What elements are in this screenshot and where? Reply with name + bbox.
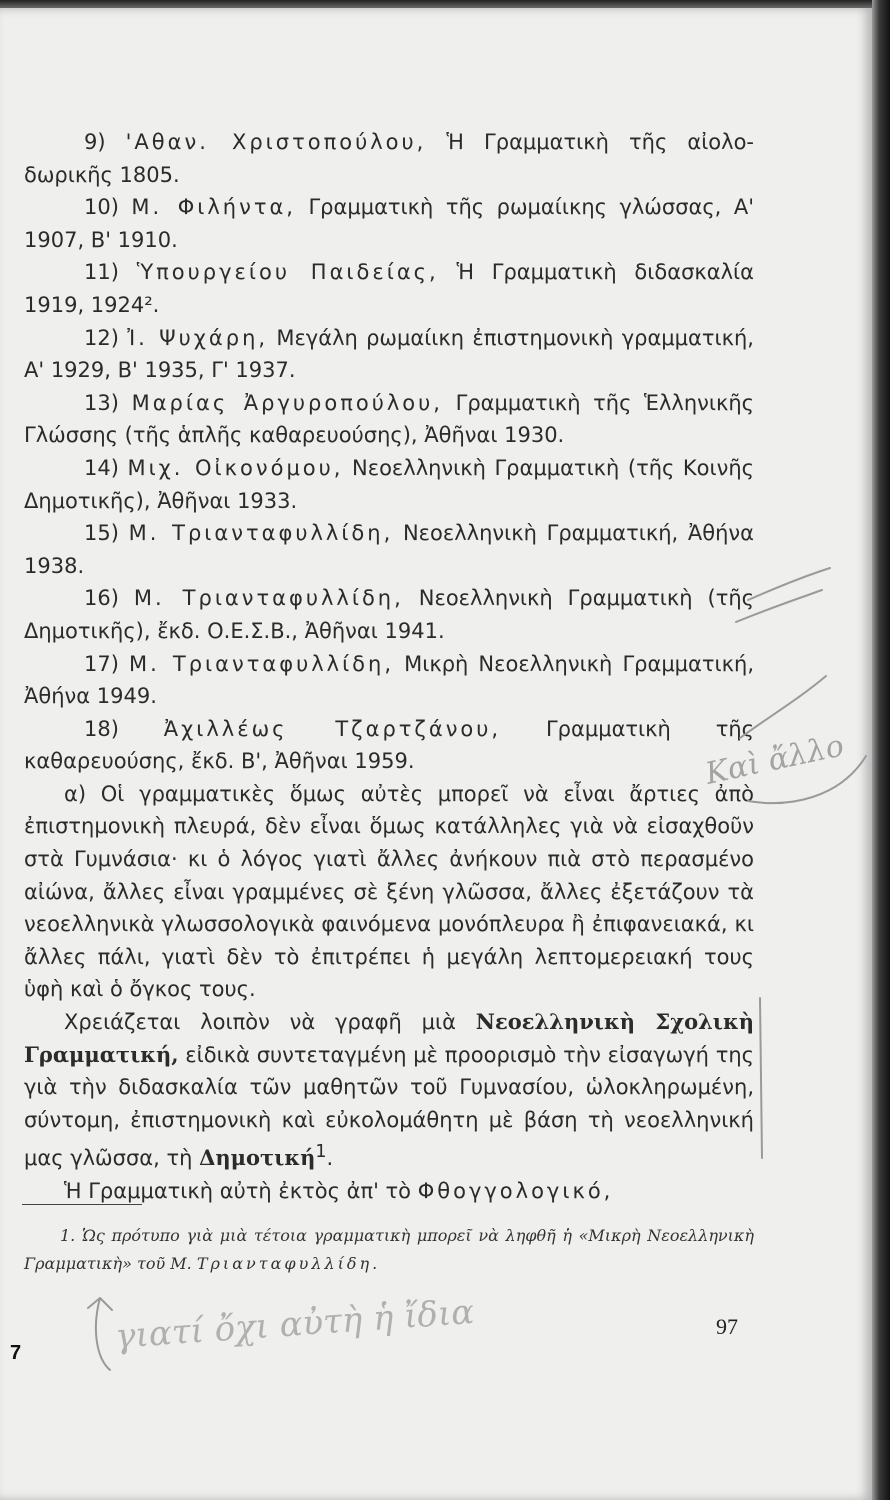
bibliography-entry: [24, 582, 754, 647]
entry-number: 16): [84, 586, 119, 611]
entry-author: Ὑπουργείου Παιδείας,: [136, 260, 439, 285]
entry-author: Μ. Τριανταφυλλίδη,: [129, 651, 395, 676]
entry-number: 15): [84, 521, 119, 546]
paragraph-b-start: Χρειάζεται λοιπὸν νὰ γραφῆ μιὰ: [64, 1010, 476, 1035]
entry-number: 10): [84, 195, 119, 220]
entry-author: 'Αθαν. Χριστοπούλου,: [125, 130, 427, 154]
bottom-handwriting: γιατί ὄχι αὐτὴ ἡ ἴδια: [113, 1291, 476, 1357]
pencil-bracket-line: [760, 998, 762, 1158]
signature-mark: 7: [10, 1342, 22, 1364]
bibliography-entry: [24, 452, 754, 517]
entry-number: 17): [84, 651, 119, 676]
entry-author: Μαρίας Ἀργυροπούλου,: [131, 390, 443, 415]
entry-author: Ἰ. Ψυχάρη,: [127, 325, 269, 350]
footnote: [24, 1222, 754, 1278]
entry-title: Γραμματικὴ τῆς Ἑλληνικῆς Γλώσσης (τῆς ἁπλῆς καθαρευούσης), Ἀθῆναι 1930.: [24, 390, 754, 448]
paragraph-b: [24, 1006, 754, 1175]
footnote-marker: 1.: [60, 1226, 76, 1245]
entry-author: Μ. Φιλήντα,: [131, 195, 296, 220]
scan-right-edge: [872, 0, 890, 1500]
entry-title: Μεγάλη ρωμαίικη ἐπιστημονικὴ γραμματική, Α' 1929, Β' 1935, Γ' 1937.: [24, 325, 754, 383]
bibliography-entry: [24, 713, 754, 778]
entry-author: Μ. Τριανταφυλλίδη,: [128, 521, 394, 546]
bibliography-entry: [24, 648, 754, 713]
bibliography-entry: [24, 387, 754, 452]
entry-title: Νεοελληνικὴ Γραμματικὴ (τῆς Κοινῆς Δημοτικῆς), Ἀθῆναι 1933.: [24, 455, 754, 513]
bibliography-entry: [24, 517, 754, 582]
paragraph-b-end: .: [326, 1146, 334, 1171]
entry-author: Μιχ. Οἰκονόμου,: [127, 455, 344, 480]
entry-title: Νεοελληνικὴ Γραμματικὴ (τῆς Δημοτικῆς), ἔκδ. Ο.Ε.Σ.Β., Ἀθῆναι 1941.: [24, 586, 754, 643]
paragraph-c: [24, 1175, 754, 1208]
margin-handwriting: Καὶ ἄλλο: [702, 728, 847, 792]
entry-number: 11): [84, 260, 119, 285]
paragraph-a: [24, 778, 754, 1006]
pencil-line-4: [748, 756, 866, 803]
entry-title: Νεοελληνικὴ Γραμματική, Ἀθήνα 1938.: [24, 521, 754, 578]
entry-number: 13): [84, 390, 119, 415]
bibliography-entry: [24, 126, 754, 191]
entry-author: Μ. Τριανταφυλλίδη,: [133, 586, 404, 611]
page-number: 97: [716, 1314, 738, 1339]
paragraph-c-spaced: Φθογγολογικό,: [417, 1179, 614, 1203]
footnote-author: Τριανταφυλλίδη.: [196, 1254, 381, 1273]
paragraph-c-text: Ἡ Γραμματικὴ αὐτὴ ἐκτὸς ἀπ' τὸ: [64, 1179, 418, 1203]
entry-title: Ἡ Γραμματικὴ διδασκαλία 1919, 1924².: [24, 260, 754, 317]
paragraph-b-middle: εἰδικὰ συντεταγμένη μὲ προορισμὸ τὴν εἰσαγωγή της γιὰ τὴν διδασκαλία τῶν μαθητῶν τοῦ Γυμνασίου, ὡλοκληρωμένη, σύντομη, ἐπιστημονικὴ καὶ εὐκολομάθητη μὲ βάση τὴ νεοελληνική μας γλῶσσα, τὴ: [24, 1042, 754, 1171]
entry-title: Γραμματικὴ τῆς καθαρευούσης, ἔκδ. Β', Ἀθῆναι 1959.: [24, 716, 754, 774]
entry-author: Ἀχιλλέως Τζαρτζάνου,: [163, 716, 502, 741]
entry-number: 12): [84, 325, 119, 350]
entry-title: Μικρὴ Νεοελληνικὴ Γραμματική, Ἀθήνα 1949.: [24, 651, 754, 709]
bibliography-entry: [24, 191, 754, 256]
entry-number: 14): [84, 455, 119, 480]
footnote-text: Ὡς πρότυπο γιὰ μιὰ τέτοια γραμματικὴ μπορεῖ νὰ ληφθῆ ἡ «Μικρὴ Νεοελληνικὴ Γραμματικὴ» τοῦ Μ.: [24, 1226, 754, 1273]
scan-top-edge: [0, 0, 890, 8]
entry-title: Ἡ Γραμματικὴ τῆς αἰολο-δωρικῆς 1805.: [24, 130, 755, 187]
paragraph-a-text: α) Οἱ γραμματικὲς ὅμως αὐτὲς μπορεῖ νὰ εἶναι ἄρτιες ἀπὸ ἐπιστημονικὴ πλευρά, δὲν εἶναι ὅμως κατάλληλες γιὰ νὰ εἰσαχθοῦν στὰ Γυμνάσια· κι ὁ λόγος γιατὶ ἄλλες ἀνήκουν πιὰ στὸ περασμένο αἰώνα, ἄλλες εἶναι γραμμένες σὲ ξένη γλῶσσα, ἄλλες ἐξετάζουν τὰ νεοελληνικὰ γλωσσολογικὰ φαινόμενα μονόπλευρα ἢ ἐπιφανειακά, κι ἄλλες πάλι, γιατὶ δὲν τὸ ἐπιτρέπει ἡ μεγάλη λεπτομερειακή τους ὑφὴ καὶ ὁ ὄγκος τους.: [24, 781, 754, 1002]
bibliography-list: [24, 126, 754, 778]
entry-number: 9): [84, 130, 106, 154]
pencil-arrow: [88, 1298, 112, 1370]
paragraph-b-dimotiki-bold: Δημοτική: [199, 1145, 316, 1171]
entry-number: 18): [84, 716, 119, 741]
book-page: [0, 8, 872, 1500]
bibliography-entry: [24, 322, 754, 387]
footnote-divider: [22, 1204, 142, 1205]
bibliography-entry: [24, 256, 754, 321]
footnote-ref: 1: [315, 1142, 327, 1163]
pencil-line-1: [748, 568, 830, 600]
paragraph-b-title-bold: Νεοελληνικὴ Σχολικὴ Γραμματική,: [24, 1009, 754, 1067]
entry-title: Γραμματικὴ τῆς ρωμαίικης γλώσσας, Α' 1907, Β' 1910.: [24, 195, 754, 252]
main-text: [24, 126, 754, 1208]
